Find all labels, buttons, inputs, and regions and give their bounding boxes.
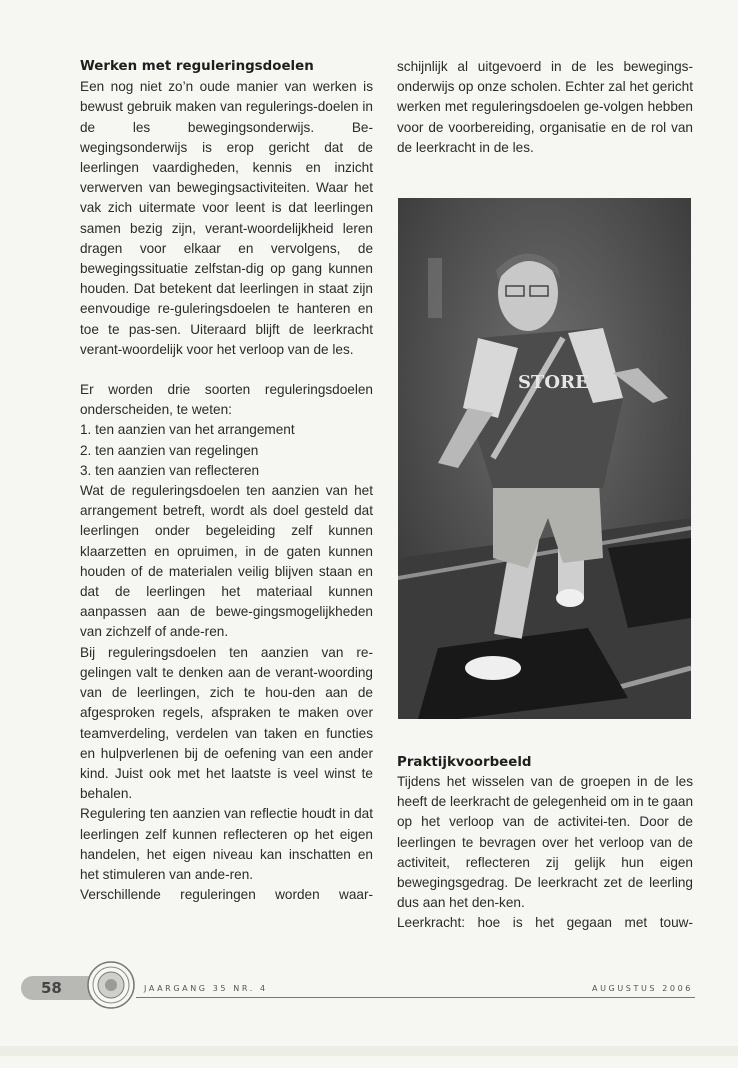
- section-heading: Werken met reguleringsdoelen: [80, 59, 314, 74]
- footer-rule: [136, 997, 695, 998]
- photo-illustration: [398, 198, 691, 719]
- paragraph: Bij reguleringsdoelen ten aanzien van re-gelingen valt te denken aan de verant-woording van de leerlingen, zich te hou-den aan de afgesproken regels, afspraken te maken over teamverdeling, verdelen van taken en functies en hulpverlenen bij de oefening van een ander kind. Juist ook met het laatste is veel winst te behalen.: [80, 644, 373, 802]
- photo-boy-jumping: [398, 198, 691, 719]
- right-column-top: [397, 57, 693, 158]
- list-item: 3. ten aanzien van reflecteren: [80, 462, 260, 478]
- paragraph: Tijdens het wisselen van de groepen in de les heeft de leerkracht de gelegenheid om in te gaan op het verloop van de activitei-ten. Door de leerlingen te bevragen over het verloop van de activiteit, reflecteren zij gelijk hun eigen bewegingsgedrag. De leerkracht zet de leerling dus aan het den-ken.: [397, 774, 693, 911]
- paragraph: Een nog niet zo’n oude manier van werken is bewust gebruik maken van regulerings-doelen in de les bewegingsonderwijs. Be-wegingsonderwijs is erop gericht dat de leerlingen vaardigheden, kennis en inzicht verwerven van bewegingsactiviteiten. Waar het vak zich uitermate voor leent is dat leerlingen samen bezig zijn, verant-woordelijkheid leren dragen voor elkaar en vervolgens, de bewegingssituatie zelfstan-dig op gang kunnen houden. Dat betekent dat leerlingen in staat zijn eenvoudige re-guleringsdoelen te hanteren en toe te pas-sen. Uiteraard blijft de leerkracht verant-woordelijk voor het verloop van de les.: [80, 79, 373, 357]
- background-figure: [428, 258, 442, 318]
- paragraph: Er worden drie soorten reguleringsdoelen onderscheiden, te weten:: [80, 382, 373, 418]
- right-column-bottom: [397, 772, 693, 934]
- paragraph: Verschillende reguleringen worden waar-: [80, 887, 373, 903]
- paragraph: Wat de reguleringsdoelen ten aanzien van het arrangement betreft, wordt als doel gesteld dat leerlingen onder begeleiding zelf kunnen klaarzetten en opruimen, in de gaten kunnen houden of de materialen veilig blijven staan en dat de leerlingen het materiaal kunnen aanpassen aan de bewe-gingsmogelijkheden van zichzelf of ande-ren.: [80, 483, 373, 640]
- list-item: 2. ten aanzien van regelingen: [80, 442, 259, 458]
- list-item: 1. ten aanzien van het arrangement: [80, 422, 295, 438]
- section-heading: Praktijkvoorbeeld: [397, 755, 532, 770]
- scan-edge: [0, 1046, 738, 1056]
- paragraph: Regulering ten aanzien van reflectie houdt in dat leerlingen zelf kunnen reflecteren op het eigen handelen, het eigen niveau kan inschatten en het stimuleren van ande-ren.: [80, 806, 373, 882]
- goals-list: [80, 420, 373, 481]
- left-column: [80, 57, 373, 905]
- journal-issue: JAARGANG 35 NR. 4: [144, 984, 268, 993]
- paragraph-gap: [80, 360, 373, 380]
- shoe: [465, 656, 521, 680]
- journal-seal-icon: [86, 960, 136, 1010]
- shirt-print: STORE: [518, 372, 589, 393]
- issue-date: AUGUSTUS 2006: [592, 984, 693, 993]
- page-number: 58: [21, 976, 93, 1000]
- paragraph: schijnlijk al uitgevoerd in de les bewegings-onderwijs op onze scholen. Echter zal het gericht werken met reguleringsdoelen ge-volgen hebben voor de voorbereiding, organisatie en de rol van de leerkracht in de les.: [397, 59, 693, 155]
- shoe: [556, 589, 584, 607]
- paragraph: Leerkracht: hoe is het gegaan met touw-: [397, 915, 693, 931]
